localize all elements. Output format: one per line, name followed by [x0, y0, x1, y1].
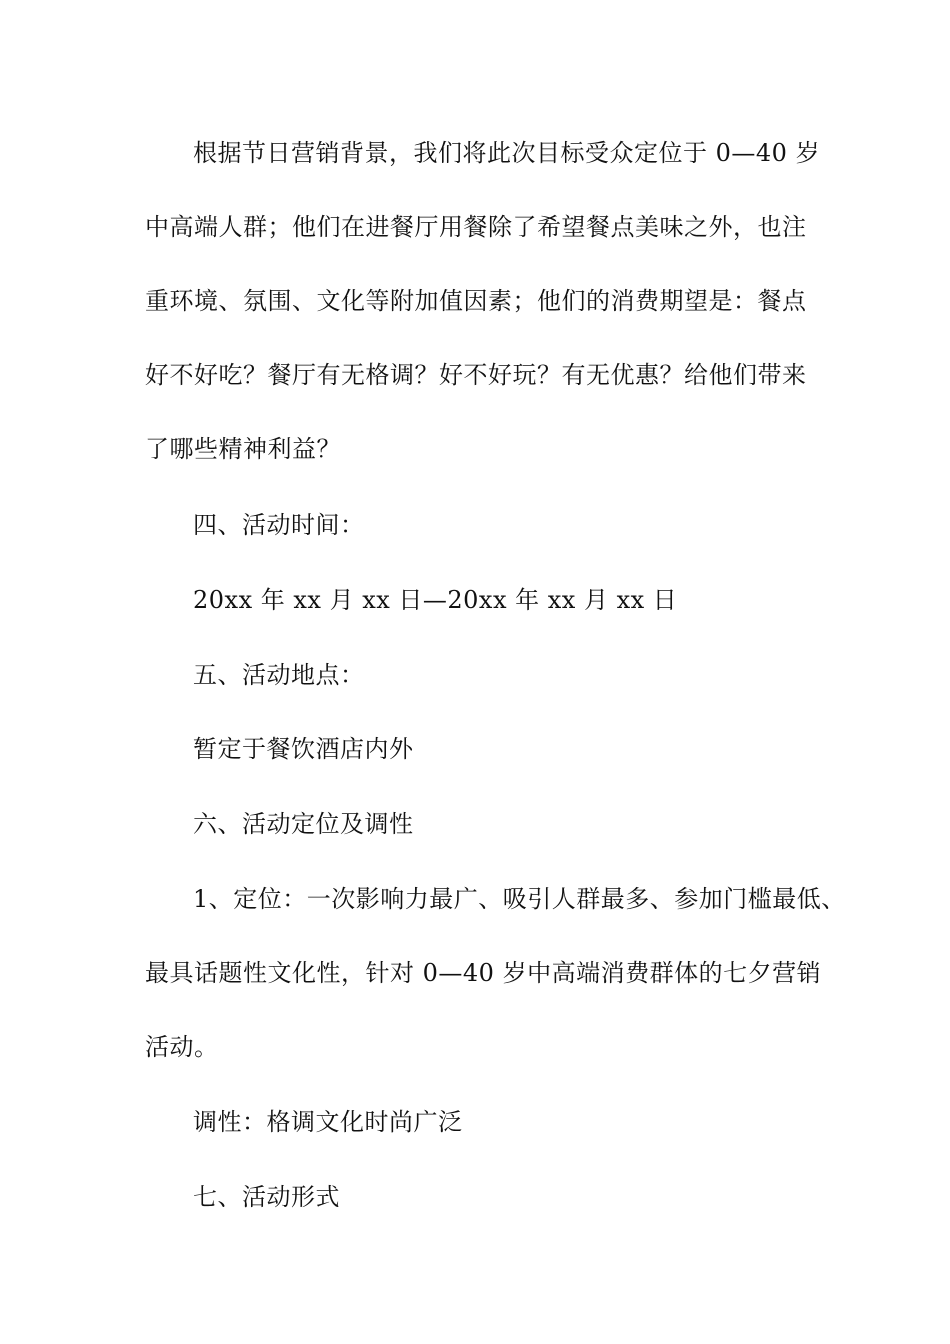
paragraph-target-audience-line-1: 根据节日营销背景，我们将此次目标受众定位于 0—40 岁 — [193, 139, 821, 167]
section-heading-activity-location: 五、活动地点： — [193, 661, 365, 689]
paragraph-target-audience-line-3: 重环境、氛围、文化等附加值因素；他们的消费期望是：餐点 — [145, 287, 807, 315]
activity-time-value: 20xx 年 xx 月 xx 日—20xx 年 xx 月 xx 日 — [193, 586, 678, 614]
paragraph-target-audience-line-4: 好不好吃？餐厅有无格调？好不好玩？有无优惠？给他们带来 — [145, 361, 807, 389]
paragraph-positioning-line-1: 1、定位：一次影响力最广、吸引人群最多、参加门槛最低、 — [193, 885, 846, 913]
paragraph-positioning-line-3: 活动。 — [145, 1033, 219, 1061]
section-heading-positioning-tone: 六、活动定位及调性 — [193, 810, 414, 838]
section-heading-activity-time: 四、活动时间： — [193, 511, 365, 539]
paragraph-target-audience-line-5: 了哪些精神利益？ — [145, 435, 341, 463]
section-heading-activity-format: 七、活动形式 — [193, 1183, 340, 1211]
paragraph-positioning-line-2: 最具话题性文化性，针对 0—40 岁中高端消费群体的七夕营销 — [145, 959, 822, 987]
activity-location-value: 暂定于餐饮酒店内外 — [193, 735, 414, 763]
paragraph-target-audience-line-2: 中高端人群；他们在进餐厅用餐除了希望餐点美味之外，也注 — [145, 213, 807, 241]
paragraph-tone: 调性：格调文化时尚广泛 — [193, 1108, 463, 1136]
